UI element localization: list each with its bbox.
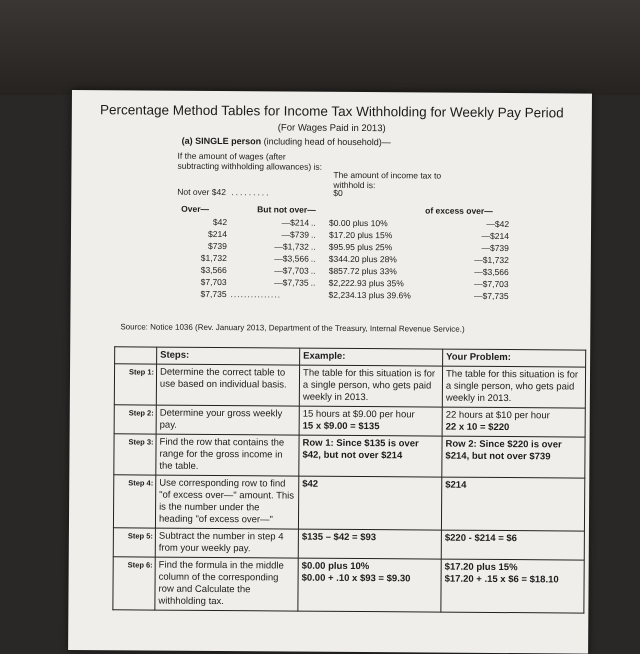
step-row (113, 557, 584, 613)
row-amount: $2,222.93 plus 35% (329, 278, 404, 289)
row-not-over: —$214 (247, 217, 309, 227)
col-head-but-not-over: But not over— (257, 204, 316, 214)
row-not-over: —$3,566 (247, 253, 309, 263)
step-row (114, 364, 585, 408)
row-not-over: —$7,735 (247, 277, 309, 287)
problem-bold: 22 x 10 = $220 (446, 422, 582, 435)
step-row (114, 434, 585, 478)
step-label: Step 1: (114, 364, 156, 405)
source-note: Source: Notice 1036 (Rev. January 2013, Department of the Treasury, Internal Revenue Service.) (120, 322, 464, 333)
example-bold: $42 (302, 479, 438, 492)
header-your-problem: Your Problem: (443, 349, 586, 367)
example-bold: $135 – $42 = $93 (302, 532, 438, 545)
step-row (113, 475, 584, 531)
row-dots: ............... (231, 289, 282, 299)
row-amount: $344.20 plus 28% (329, 254, 397, 264)
step-row (113, 528, 584, 560)
background-surface (0, 0, 640, 95)
example-cell (299, 435, 442, 477)
document-title: Percentage Method Tables for Income Tax Withholding for Weekly Pay Period (72, 102, 592, 121)
row-excess: —$7,703 (451, 279, 509, 289)
row-not-over: —$739 (247, 229, 309, 239)
problem-bold: $214 (445, 480, 581, 493)
section-label-rest: (including head of household)— (261, 136, 391, 147)
not-over-dots: ......... (231, 187, 270, 197)
document-subtitle: (For Wages Paid in 2013) (72, 121, 592, 136)
row-dots: .. (311, 230, 316, 240)
row-dots: .. (311, 254, 316, 264)
intro-tax-text: The amount of income tax to withhold is: (333, 170, 453, 191)
problem-cell (442, 436, 585, 478)
step-label: Step 2: (114, 405, 156, 434)
row-dots: .. (311, 266, 316, 276)
row-amount: $95.95 plus 25% (329, 242, 392, 252)
not-over-label: Not over $42 (177, 187, 226, 197)
row-excess: —$7,735 (451, 291, 509, 301)
step-label: Step 4: (113, 475, 155, 528)
row-over: $7,703 (177, 277, 227, 287)
col-head-excess: of excess over— (425, 205, 493, 215)
row-dots: .. (311, 278, 316, 288)
row-over: $739 (177, 241, 227, 251)
problem-cell (442, 366, 585, 408)
row-excess: —$214 (451, 231, 509, 241)
row-amount: $857.72 plus 33% (329, 266, 397, 276)
step-label: Step 6: (113, 557, 155, 610)
paper-sheet (68, 90, 592, 654)
row-over: $3,566 (177, 265, 227, 275)
step-row (114, 405, 585, 437)
row-amount: $17.20 plus 15% (329, 230, 392, 240)
problem-bold: $220 - $214 = $6 (445, 533, 581, 546)
example-cell (299, 406, 442, 436)
row-over: $214 (177, 229, 227, 239)
row-amount: $0.00 plus 10% (329, 218, 388, 228)
problem-text: 22 hours at $10 per hour (446, 410, 582, 423)
section-heading (182, 136, 391, 147)
problem-bold: $17.20 plus 15% $17.20 + .15 x $6 = $18.10 (445, 562, 581, 587)
section-label: (a) SINGLE person (182, 136, 262, 147)
row-over: $42 (177, 217, 227, 227)
not-over-value: $0 (333, 188, 343, 198)
row-over: $1,732 (177, 253, 227, 263)
step-description: Find the formula in the middle column of the corresponding row and Calculate the withholding tax. (155, 557, 298, 611)
example-bold: 15 x $9.00 = $135 (303, 421, 439, 434)
row-not-over: —$7,703 (247, 265, 309, 275)
col-head-over: Over— (181, 204, 209, 214)
row-excess: —$739 (451, 243, 509, 253)
step-description: Determine the correct table to use based on individual basis. (156, 364, 299, 406)
step-label: Step 3: (114, 434, 156, 475)
row-excess: —$42 (451, 219, 509, 229)
example-cell (298, 476, 441, 530)
problem-cell (442, 407, 585, 437)
step-label-empty (115, 347, 157, 364)
problem-text: The table for this situation is for a single person, who gets paid weekly in 2013. (446, 369, 582, 406)
row-excess: —$1,732 (451, 255, 509, 265)
example-bold: $0.00 plus 10% $0.00 + .10 x $93 = $9.30 (302, 561, 438, 586)
step-label: Step 5: (113, 528, 155, 557)
example-cell (299, 365, 442, 407)
header-steps: Steps: (157, 347, 300, 365)
intro-wages-text: If the amount of wages (after subtracting withholding allowances) is: (177, 151, 327, 172)
step-description: Subtract the number in step 4 from your weekly pay. (155, 528, 298, 558)
example-cell (298, 529, 441, 559)
row-over: $7,735 (177, 289, 227, 299)
row-dots: .. (311, 218, 316, 228)
problem-cell (441, 477, 584, 531)
problem-cell (441, 530, 584, 560)
step-description: Use corresponding row to find "of excess over—" amount. This is the number under the heading "of excess over—" (155, 475, 298, 529)
example-cell (298, 558, 441, 612)
row-dots: .. (311, 242, 316, 252)
example-bold: Row 1: Since $135 is over $42, but not over $214 (302, 438, 438, 463)
problem-cell (441, 559, 584, 613)
problem-bold: Row 2: Since $220 is over $214, but not over $739 (445, 439, 581, 464)
example-text: The table for this situation is for a single person, who gets paid weekly in 2013. (303, 368, 439, 405)
row-not-over: —$1,732 (247, 241, 309, 251)
row-amount: $2,234.13 plus 39.6% (329, 290, 411, 301)
step-description: Find the row that contains the range for the gross income in the table. (156, 434, 299, 476)
step-description: Determine your gross weekly pay. (156, 405, 299, 435)
steps-table (112, 346, 586, 613)
example-text: 15 hours at $9.00 per hour (303, 409, 439, 422)
row-excess: —$3,566 (451, 267, 509, 277)
header-example: Example: (300, 348, 443, 366)
